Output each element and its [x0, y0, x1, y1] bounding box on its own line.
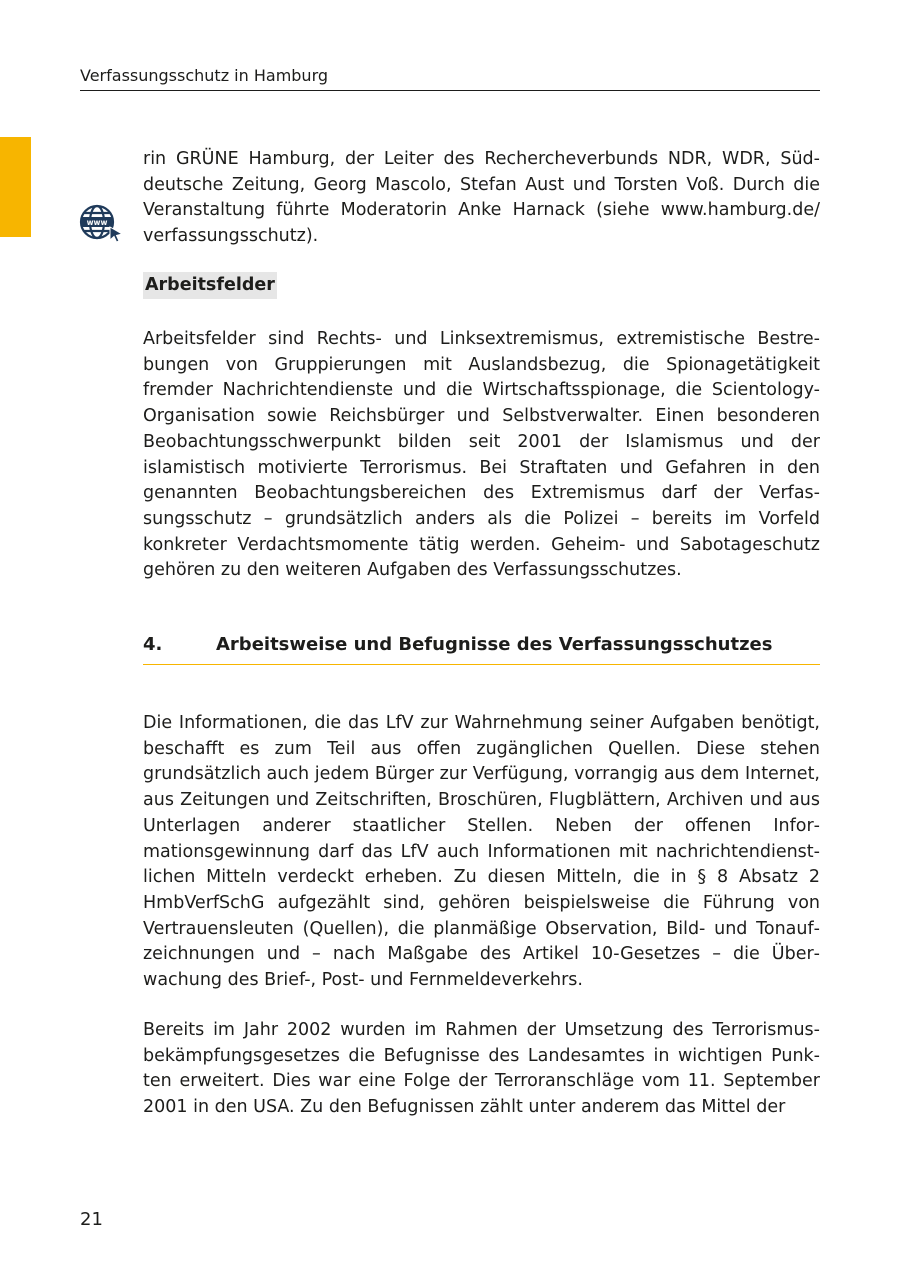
subheading-arbeitsfelder: Arbeitsfelder: [143, 272, 277, 299]
section-heading: [143, 632, 820, 665]
svg-text:www: www: [86, 218, 108, 227]
section-title: Arbeitsweise und Befugnisse des Verfassungsschutzes: [216, 634, 773, 655]
paragraph-informationen: Die Informationen, die das LfV zur Wahrnehmung seiner Aufgaben benötigt, beschafft es zum Teil aus offen zugänglichen Quellen. Diese stehen grundsätzlich auch jedem Bürger zur Verfügung, vorrangig aus dem Internet, aus Zeitungen und Zeitschriften, Broschüren, Flugblättern, Archiven und aus Unterlagen anderer staatlicher Stellen. Neben der offenen Informationsgewinnung darf das LfV auch Informationen mit nachrichtendienstlichen Mitteln verdeckt erheben. Zu diesen Mitteln, die in § 8 Absatz 2 HmbVerfSchG aufgezählt sind, gehören beispielsweise die Führung von Vertrauensleuten (Quellen), die planmäßige Observation, Bild- und Tonaufzeichnungen und – nach Maßgabe des Artikel 10-Gesetzes – die Überwachung des Brief-, Post- und Fernmeldeverkehrs.: [143, 713, 820, 991]
paragraph-arbeitsfelder: Arbeitsfelder sind Rechts- und Linksextremismus, extremistische Bestrebungen von Gruppierungen mit Auslandsbezug, die Spionagetätigkeit fremder Nachrichtendienste und die Wirtschaftsspionage, die Scientology-Organisation sowie Reichsbürger und Selbstverwalter. Einen besonderen Beobachtungsschwerpunkt bilden seit 2001 der Islamismus und der islamistisch motivierte Terrorismus. Bei Straftaten und Gefahren in den genannten Beobachtungsbereichen des Extremismus darf der Verfassungsschutz – grundsätzlich anders als die Polizei – bereits im Vorfeld konkreter Verdachtsmomente tätig werden. Geheim- und Sabotageschutz gehören zu den weiteren Aufgaben des Verfassungsschutzes.: [143, 329, 820, 581]
chapter-tab-marker: [0, 137, 31, 237]
paragraph-intro-continued: rin GRÜNE Hamburg, der Leiter des Rechercheverbunds NDR, WDR, Süddeutsche Zeitung, Georg Mascolo, Stefan Aust und Torsten Voß. Durch die Veranstaltung führte Moderatorin Anke Harnack (siehe www.hamburg.de/ verfassungsschutz).: [143, 149, 820, 247]
globe-www-cursor-icon: [78, 203, 124, 243]
running-header-title: Verfassungsschutz in Hamburg: [80, 66, 329, 85]
section-number: 4.: [143, 634, 163, 655]
page-number: 21: [80, 1209, 103, 1230]
running-header: [80, 65, 820, 91]
paragraph-befugnisse: Bereits im Jahr 2002 wurden im Rahmen der Umsetzung des Terrorismusbekämpfungsgesetzes die Befugnisse des Landesamtes in wichtigen Punkten erweitert. Dies war eine Folge der Terroranschläge vom 11. September 2001 in den USA. Zu den Befugnissen zählt unter anderem das Mittel der: [143, 1020, 820, 1118]
